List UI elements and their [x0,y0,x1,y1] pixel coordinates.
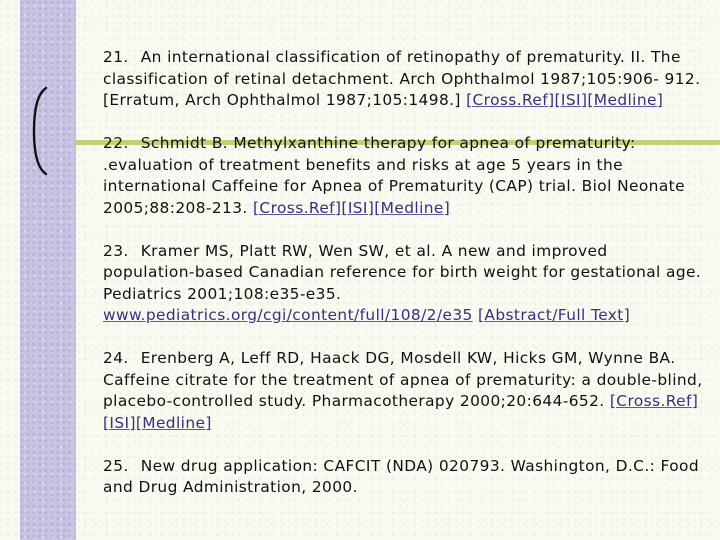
reference-number: 22. [103,134,129,152]
abstract-full-text-link[interactable]: [Abstract/Full Text] [478,306,631,324]
medline-link[interactable]: [Medline] [135,413,212,432]
left-decorative-bar [20,0,76,540]
crossref-link[interactable]: [Cross.Ref] [466,91,555,109]
reference-text: An international classification of retinopathy of prematurity. II. The classification of retinal detachment. Arch Ophthalmol 1987;105:906- 912. [Erratum, Arch Ophthalmol 1987;105:1498.] [103,48,701,109]
reference-item [103,348,703,434]
reference-text: New drug application: CAFCIT (NDA) 020793. Washington, D.C.: Food and Drug Administration, 2000. [103,456,699,496]
reference-number: 21. [103,48,129,66]
reference-text: Schmidt B. Methylxanthine therapy for apnea of prematurity: .evaluation of treatment benefits and risks at age 5 years in the international Caffeine for Apnea of Prematurity (CAP) trial. Biol Neonate 2005;88:208-213. [103,134,685,217]
isi-link[interactable]: [ISI] [341,198,375,217]
reference-number: 23. [103,241,129,260]
reference-list [103,47,703,499]
isi-link[interactable]: [ISI] [554,91,588,109]
medline-link[interactable]: [Medline] [587,91,664,109]
medline-link[interactable]: [Medline] [374,198,451,217]
reference-item [103,47,703,112]
reference-item [103,456,703,499]
reference-item [103,241,703,327]
crossref-link[interactable]: [Cross.Ref] [609,392,699,410]
reference-item [103,133,703,219]
bracket-ornament [30,86,50,176]
reference-number: 25. [103,456,129,475]
reference-text: Kramer MS, Platt RW, Wen SW, et al. A new and improved population-based Canadian reference for birth weight for gestational age. Pediatrics 2001;108:e35-e35. [103,241,702,303]
url-link[interactable]: www.pediatrics.org/cgi/content/full/108/2/e35 [103,306,473,324]
isi-link[interactable]: [ISI] [103,413,136,432]
crossref-link[interactable]: [Cross.Ref] [253,198,342,217]
reference-number: 24. [103,349,129,367]
reference-text: Erenberg A, Leff RD, Haack DG, Mosdell KW, Hicks GM, Wynne BA. Caffeine citrate for the treatment of apnea of prematurity: a double-blind, placebo-controlled study. Pharmacotherapy 2000;20:644-652. [103,349,703,410]
